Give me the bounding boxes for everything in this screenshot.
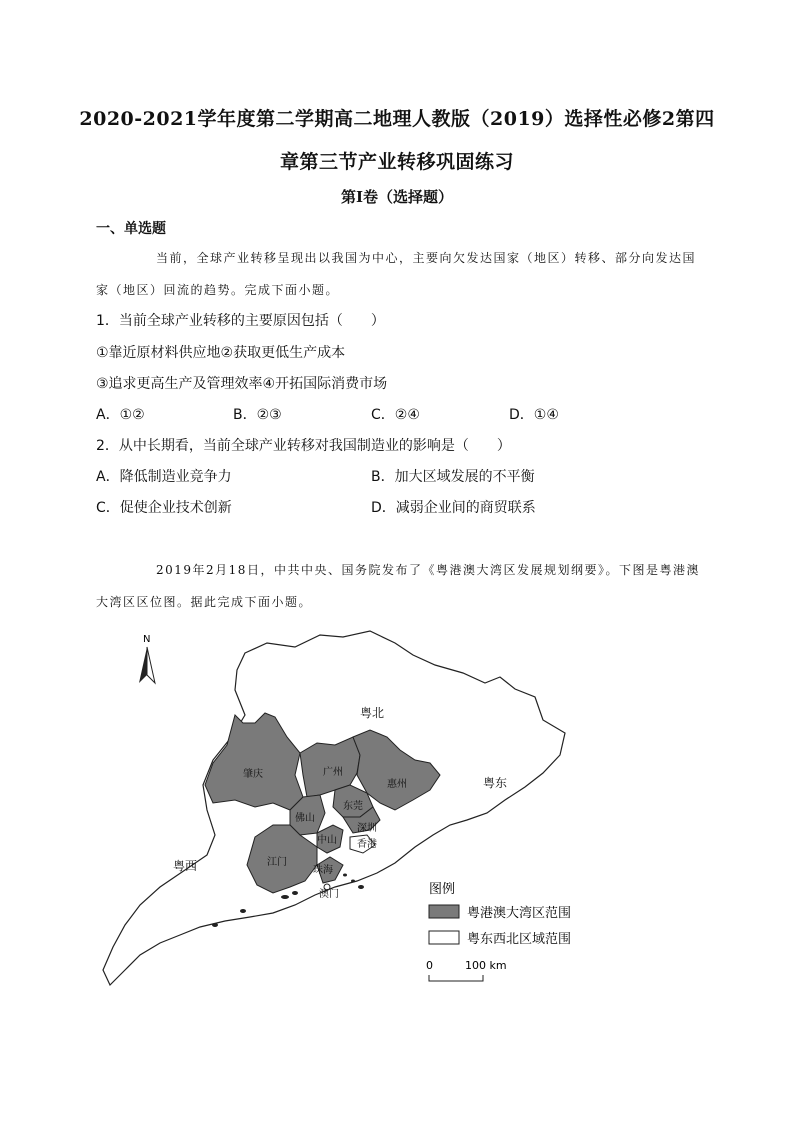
question-2-option-c[interactable]: C．促使企业技术创新 — [96, 500, 232, 516]
question-2-stem: 2．从中长期看，当前全球产业转移对我国制造业的影响是（ ） — [96, 438, 511, 454]
bay-area-location-map — [95, 625, 695, 1005]
document-title-line2: 章第三节产业转移巩固练习 — [279, 151, 514, 173]
legend-swatch-bay-area — [429, 905, 459, 918]
scale-bar — [429, 975, 483, 981]
label-zhuhai: 珠海 — [313, 865, 333, 876]
label-shenzhen: 深圳 — [357, 823, 377, 834]
legend-swatch-other — [429, 931, 459, 944]
label-zhaoqing: 肇庆 — [243, 769, 263, 780]
label-huizhou: 惠州 — [387, 779, 407, 790]
volume-heading: 第I卷（选择题） — [340, 188, 454, 206]
map-legend — [426, 882, 571, 981]
label-dongguan: 东莞 — [343, 801, 363, 812]
question-1-statement-b: ③追求更高生产及管理效率④开拓国际消费市场 — [96, 376, 388, 392]
question-2-option-b[interactable]: B．加大区域发展的不平衡 — [371, 469, 535, 485]
label-yuedong: 粤东 — [483, 776, 508, 790]
label-guangzhou: 广州 — [323, 767, 343, 778]
label-xianggang: 香港 — [357, 839, 377, 850]
question-2-option-d[interactable]: D．减弱企业间的商贸联系 — [371, 500, 536, 516]
label-zhongshan: 中山 — [317, 835, 337, 846]
question-2-option-a[interactable]: A．降低制造业竞争力 — [96, 469, 232, 485]
scale-zero: 0 — [426, 959, 433, 972]
question-1-statement-a: ①靠近原材料供应地②获取更低生产成本 — [96, 345, 346, 361]
label-yuexi: 粤西 — [173, 859, 198, 873]
question-1-stem: 1．当前全球产业转移的主要原因包括（ ） — [96, 313, 385, 329]
passage-1: 当前，全球产业转移呈现出以我国为中心，主要向欠发达国家（地区）转移、部分向发达国家（地区）回流的趋势。完成下面小题。 — [96, 251, 697, 297]
scale-distance: 100 km — [465, 959, 507, 972]
section-heading: 一、单选题 — [96, 221, 166, 237]
legend-title: 图例 — [429, 882, 456, 897]
label-foshan: 佛山 — [295, 813, 315, 824]
legend-item-bay-area: 粤港澳大湾区范围 — [467, 906, 572, 921]
north-label: N — [143, 634, 151, 645]
question-1-option-d[interactable]: D．①④ — [509, 407, 559, 423]
label-aomen: 澳门 — [319, 889, 339, 900]
north-arrow-icon — [139, 634, 155, 683]
question-1-option-c[interactable]: C．②④ — [371, 407, 420, 423]
label-yuebei: 粤北 — [360, 706, 385, 720]
label-jiangmen: 江门 — [267, 857, 287, 868]
document-title-line1: 2020-2021学年度第二学期高二地理人教版（2019）选择性必修2第四 — [79, 108, 715, 130]
question-1-option-b[interactable]: B．②③ — [233, 407, 282, 423]
passage-2: 2019年2月18日，中共中央、国务院发布了《粤港澳大湾区发展规划纲要》。下图是粤港澳大湾区区位图。据此完成下面小题。 — [96, 563, 700, 609]
legend-item-other: 粤东西北区域范围 — [467, 932, 572, 947]
question-1-option-a[interactable]: A．①② — [96, 407, 145, 423]
